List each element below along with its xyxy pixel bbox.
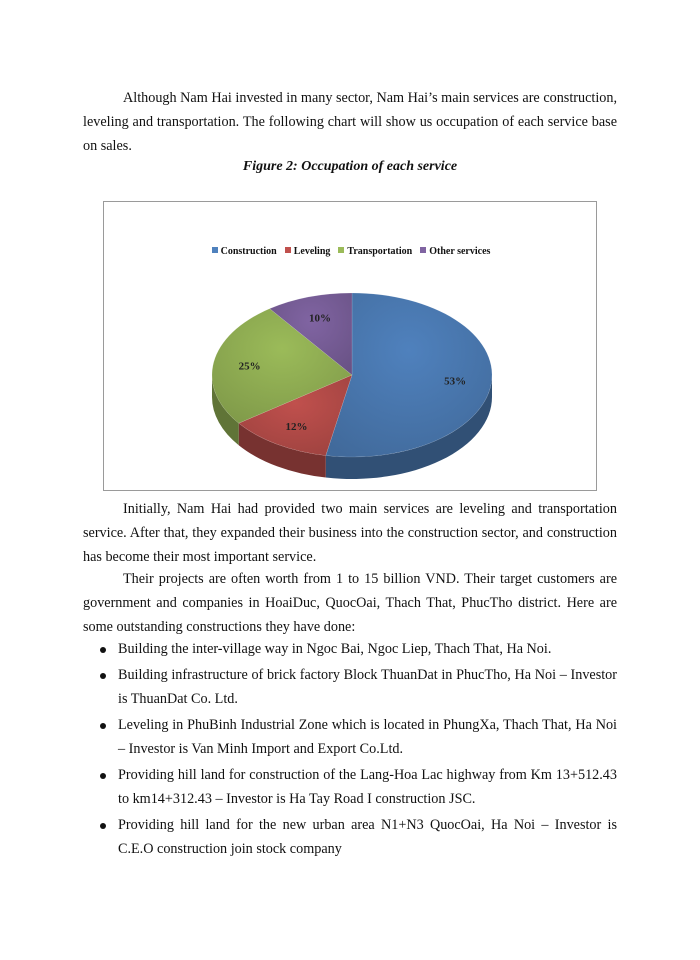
bullet-icon [100, 823, 106, 829]
list-item [98, 763, 617, 811]
bullet-icon [100, 723, 106, 729]
bullet-icon [100, 647, 106, 653]
projects-paragraph: Their projects are often worth from 1 to 15 billion VND. Their target customers are government and companies in HoaiDuc, QuocOai, Thach That, PhucTho district. Here are some outstanding constructions they have done: [83, 571, 617, 635]
list-item-text: Building the inter-village way in Ngoc Bai, Ngoc Liep, Thach That, Ha Noi. [118, 641, 552, 657]
legend-label: Other services [429, 246, 491, 257]
legend-label: Construction [220, 246, 277, 257]
pie-chart [103, 201, 597, 491]
bullet-icon [100, 673, 106, 679]
pie-chart-svg [104, 202, 598, 492]
intro-paragraph: Although Nam Hai invested in many sector, Nam Hai’s main services are construction, leveling and transportation. The following chart will show us occupation of each service base on sales. [83, 90, 617, 154]
figure-caption: Figure 2: Occupation of each service [242, 159, 458, 174]
list-item-text: Leveling in PhuBinh Industrial Zone which is located in PhungXa, Thach That, Ha Noi – Investor is Van Minh Import and Export Co.Ltd. [118, 717, 617, 757]
legend-label: Transportation [347, 246, 413, 257]
bullet-icon [100, 773, 106, 779]
list-item [98, 637, 617, 661]
list-item-text: Providing hill land for the new urban area N1+N3 QuocOai, Ha Noi – Investor is C.E.O construction join stock company [118, 817, 617, 857]
data-label: 25% [238, 360, 261, 373]
list-item-text: Providing hill land for construction of the Lang-Hoa Lac highway from Km 13+512.43 to km14+312.43 – Investor is Ha Tay Road I construction JSC. [118, 767, 617, 807]
list-item [98, 813, 617, 861]
list-item [98, 713, 617, 761]
legend-label: Leveling [293, 246, 331, 257]
data-label: 10% [308, 312, 331, 325]
constructions-list [98, 637, 617, 863]
data-label: 53% [444, 375, 467, 388]
list-item-text: Building infrastructure of brick factory Block ThuanDat in PhucTho, Ha Noi – Investor is ThuanDat Co. Ltd. [118, 667, 617, 707]
history-paragraph: Initially, Nam Hai had provided two main services are leveling and transportation service. After that, they expanded their business into the construction sector, and construction has become their most important service. [83, 501, 617, 565]
data-label: 12% [285, 421, 308, 434]
list-item [98, 663, 617, 711]
